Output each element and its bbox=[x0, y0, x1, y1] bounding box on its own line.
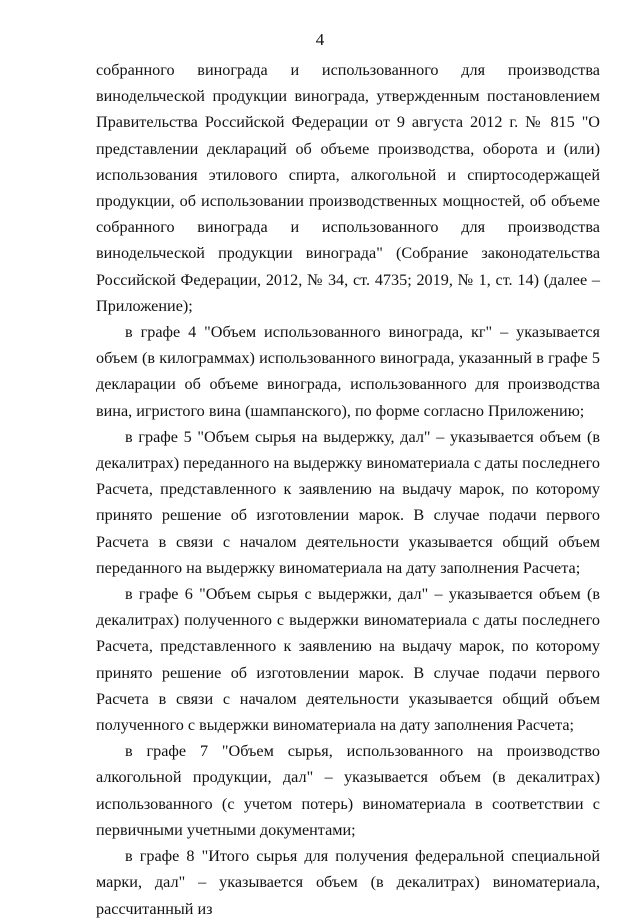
page-number: 4 bbox=[315, 30, 325, 49]
paragraph-continuation: собранного винограда и использованного для производства винодельческой продукции винограда, утвержденным постановлением Правительства Российской Федерации от 9 августа 2012 г. № 815 "О представлении деклараций об объеме производства, оборота и (или) использования этилового спирта, алкогольной и спиртосодержащей продукции, об использовании производственных мощностей, об объеме собранного винограда и использованного для производства винодельческой продукции винограда" (Собрание законодательства Российской Федерации, 2012, № 34, ст. 4735; 2019, № 1, ст. 14) (далее – Приложение); bbox=[96, 61, 600, 315]
paragraph-column-7: в графе 7 "Объем сырья, использованного на производство алкогольной продукции, дал" – указывается объем (в декалитрах) использованного (с учетом потерь) виноматериала в соответствии с первичными учетными документами; bbox=[96, 742, 600, 839]
paragraph-column-4: в графе 4 "Объем использованного винограда, кг" – указывается объем (в килограммах) использованного винограда, указанный в графе 5 декларации об объеме винограда, использованного для производства вина, игристого вина (шампанского), по форме согласно Приложению; bbox=[96, 323, 600, 420]
paragraph-column-5: в графе 5 "Объем сырья на выдержку, дал" – указывается объем (в декалитрах) переданного на выдержку виноматериала с даты последнего Расчета, представленного к заявлению на выдачу марок, по которому принято решение об изготовлении марок. В случае подачи первого Расчета в связи с началом деятельности указывается общий объем переданного на выдержку виноматериала на дату заполнения Расчета; bbox=[96, 427, 600, 577]
document-body bbox=[96, 57, 600, 922]
paragraph-column-6: в графе 6 "Объем сырья с выдержки, дал" – указывается объем (в декалитрах) полученного с выдержки виноматериала с даты последнего Расчета, представленного к заявлению на выдачу марок, по которому принято решение об изготовлении марок. В случае подачи первого Расчета в связи с началом деятельности указывается общий объем полученного с выдержки виноматериала на дату заполнения Расчета; bbox=[96, 585, 600, 735]
paragraph-column-8: в графе 8 "Итого сырья для получения федеральной специальной марки, дал" – указывается объем (в декалитрах) виноматериала, рассчитанный из bbox=[96, 847, 600, 918]
